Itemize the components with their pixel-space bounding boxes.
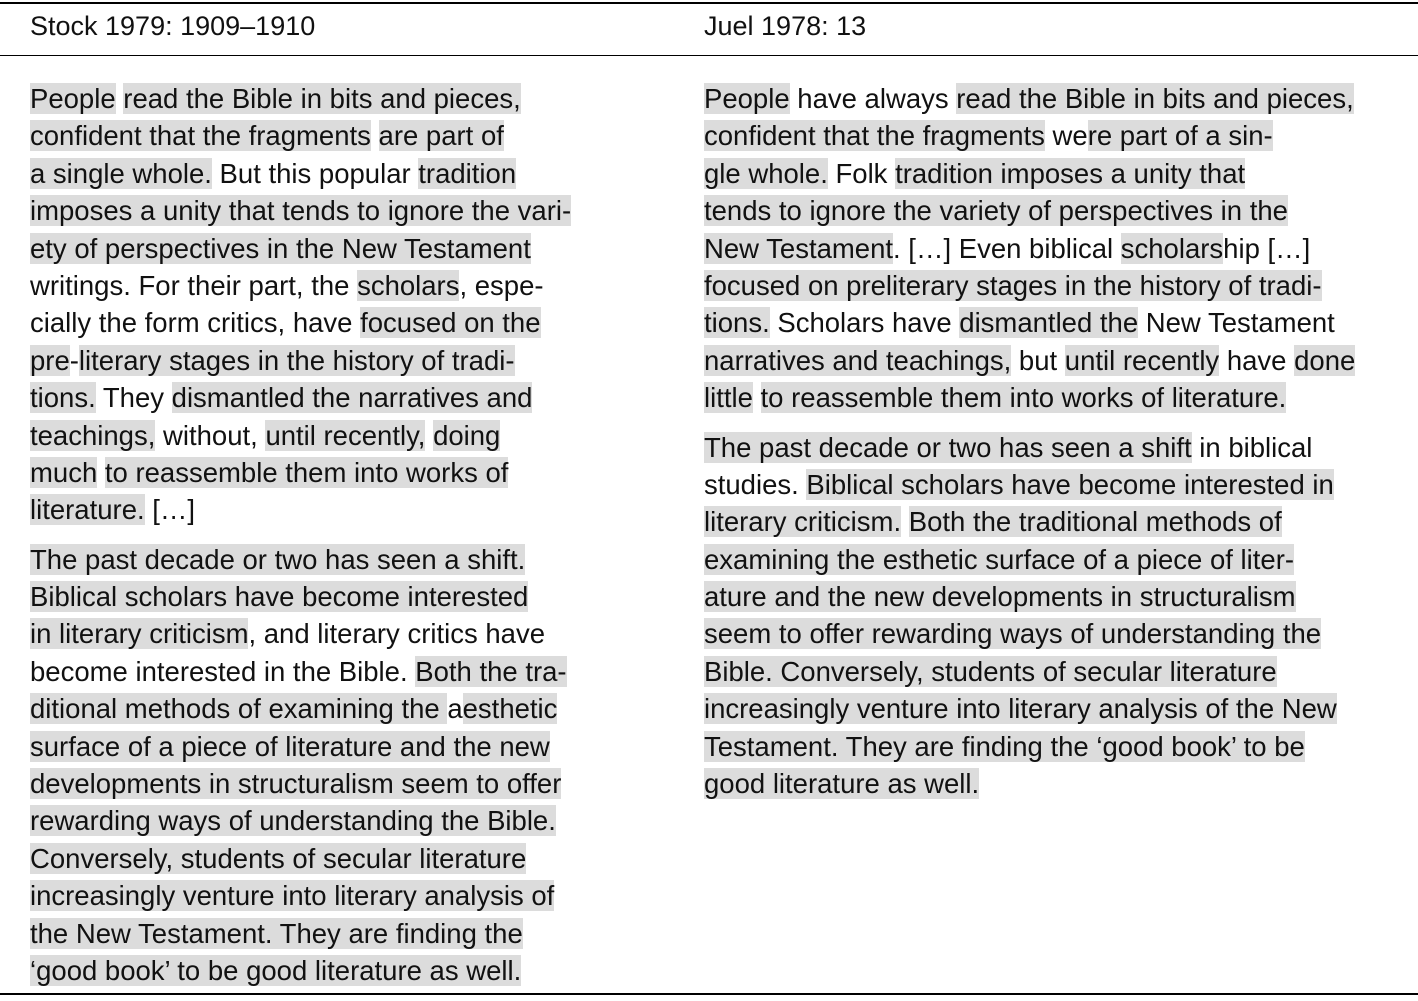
unique-text: Folk (827, 157, 896, 189)
text-line (30, 304, 612, 341)
text-line (704, 267, 1392, 304)
table-top-rule (0, 2, 1418, 4)
shared-text-highlight: rewarding ways of understanding the Bible. (30, 805, 556, 837)
shared-text-highlight: much (30, 456, 98, 488)
text-line (30, 491, 612, 528)
unique-text: without, (155, 419, 266, 451)
text-line (30, 765, 612, 802)
shared-text-highlight: New Testament (704, 232, 894, 264)
shared-text-highlight: The past decade or two has seen a shift (704, 431, 1192, 463)
shared-text-highlight: The past decade or two has seen a shift. (30, 543, 526, 575)
text-line (704, 503, 1392, 540)
unique-text: . […] Even biblical (893, 232, 1121, 264)
shared-text-highlight: focused on the (360, 307, 541, 339)
unique-text: studies. (704, 468, 807, 500)
shared-text-highlight: read the Bible in bits and pieces, (123, 83, 521, 114)
shared-text-highlight: in literary criticism (30, 618, 249, 650)
shared-text-highlight: examining the esthetic surface of a piece of liter- (704, 543, 1295, 575)
text-line (30, 192, 612, 229)
shared-text-highlight: doing (433, 419, 501, 451)
shared-text-highlight: Conversely, students of secular literature (30, 842, 527, 874)
unique-text: have (1219, 344, 1295, 376)
text-line (704, 379, 1392, 416)
text-line (30, 615, 612, 652)
shared-text-highlight: confident that the fragments (30, 120, 371, 152)
shared-text-highlight: imposes a unity that tends to ignore the vari- (30, 195, 572, 227)
unique-text: in biblical (1191, 431, 1313, 463)
text-line (30, 541, 612, 578)
text-line (704, 155, 1392, 192)
text-line (30, 840, 612, 877)
text-line (30, 454, 612, 491)
unique-text: a (447, 693, 463, 725)
text-line (704, 230, 1392, 267)
shared-text-highlight: a single whole. (30, 157, 212, 189)
table-bottom-rule (0, 993, 1418, 995)
shared-text-highlight: Bible. Conversely, students of secular literature (704, 655, 1277, 687)
shared-text-highlight: dismantled the (959, 307, 1139, 339)
text-line (30, 230, 612, 267)
header-rule (0, 55, 1418, 56)
shared-text-highlight: little (704, 382, 753, 414)
unique-text: but (1011, 344, 1065, 376)
shared-text-highlight: to reassemble them into works of (104, 456, 509, 488)
shared-text-highlight: People (30, 83, 116, 114)
unique-text (97, 457, 105, 488)
shared-text-highlight: to reassemble them into works of literature. (760, 382, 1287, 414)
unique-text: - (69, 344, 79, 376)
text-line (30, 267, 612, 304)
shared-text-highlight: surface of a piece of literature and the new (30, 730, 550, 762)
shared-text-highlight: focused on preliterary stages in the history of tradi- (704, 269, 1322, 301)
shared-text-highlight: ditional methods of examining the (30, 693, 448, 725)
shared-text-highlight: developments in structuralism seem to offer (30, 768, 562, 800)
shared-text-highlight: pre (30, 344, 70, 376)
shared-text-highlight: tradition (418, 157, 517, 189)
shared-text-highlight: Biblical scholars have become interested in (806, 468, 1334, 500)
shared-text-highlight: tends to ignore the variety of perspectives in the (704, 195, 1288, 227)
text-line (704, 615, 1392, 652)
unique-text: , espe- (459, 269, 544, 301)
shared-text-highlight: the New Testament. They are finding the (30, 917, 523, 949)
text-line (704, 728, 1392, 765)
shared-text-highlight: Both the tra- (415, 655, 567, 687)
juel-paragraph (704, 429, 1392, 803)
shared-text-highlight: Testament. They are finding the ‘good book’ to be (704, 730, 1305, 762)
unique-text: hip […] (1223, 232, 1311, 264)
shared-text-highlight: esthetic (462, 693, 558, 725)
text-line (30, 690, 612, 727)
shared-text-highlight: tradition imposes a unity that (895, 157, 1246, 189)
text-line (704, 466, 1392, 503)
shared-text-highlight: tions. (704, 307, 770, 339)
unique-text: […] (144, 494, 196, 526)
shared-text-highlight: scholars (357, 269, 460, 301)
text-line (30, 342, 612, 379)
shared-text-highlight: scholars (1120, 232, 1224, 264)
text-line (704, 192, 1392, 229)
text-line (30, 155, 612, 192)
column-header-juel: Juel 1978: 13 (704, 11, 867, 41)
text-line (30, 417, 612, 454)
text-line (704, 80, 1392, 117)
shared-text-highlight: seem to offer rewarding ways of understanding the (704, 618, 1322, 650)
shared-text-highlight: Biblical scholars have become interested (30, 581, 529, 613)
shared-text-highlight: good literature as well. (704, 768, 980, 800)
shared-text-highlight: re part of a sin- (1087, 120, 1273, 152)
juel-paragraph (704, 80, 1392, 417)
stock-text-column (30, 80, 612, 1001)
unique-text: become interested in the Bible. (30, 655, 416, 687)
shared-text-highlight: increasingly venture into literary analysis of (30, 880, 555, 912)
text-line (30, 80, 612, 117)
text-line (30, 578, 612, 615)
unique-text: But this popular (211, 157, 419, 189)
text-line (30, 117, 612, 154)
text-line (704, 117, 1392, 154)
text-line (704, 653, 1392, 690)
unique-text: writings. For their part, the (30, 269, 358, 301)
shared-text-highlight: teachings, (30, 419, 156, 451)
unique-text: They (95, 382, 172, 414)
stock-paragraph (30, 80, 612, 529)
text-line (704, 541, 1392, 578)
unique-text (901, 506, 909, 537)
text-line (30, 877, 612, 914)
unique-text (753, 382, 761, 413)
shared-text-highlight: read the Bible in bits and pieces, (956, 83, 1354, 114)
text-line (30, 915, 612, 952)
shared-text-highlight: dismantled the narratives and (171, 382, 533, 414)
shared-text-highlight: ature and the new developments in structuralism (704, 581, 1296, 613)
shared-text-highlight: tions. (30, 382, 96, 414)
stock-paragraph (30, 541, 612, 990)
unique-text (425, 420, 433, 451)
shared-text-highlight: gle whole. (704, 157, 828, 189)
text-line (30, 728, 612, 765)
shared-text-highlight: until recently (1064, 344, 1220, 376)
unique-text: Scholars have (769, 307, 960, 339)
shared-text-highlight: literature. (30, 494, 145, 526)
text-line (704, 304, 1392, 341)
text-line (30, 952, 612, 989)
juel-text-column (704, 80, 1392, 814)
shared-text-highlight: done (1294, 344, 1356, 376)
unique-text: have always (789, 83, 957, 114)
shared-text-highlight: ‘good book’ to be good literature as well. (30, 954, 522, 986)
shared-text-highlight: narratives and teachings, (704, 344, 1012, 376)
shared-text-highlight: are part of (378, 120, 504, 152)
unique-text (371, 120, 379, 151)
unique-text: New Testament (1138, 307, 1335, 339)
text-line (30, 802, 612, 839)
unique-text: we (1044, 120, 1088, 152)
shared-text-highlight: literary stages in the history of tradi- (78, 344, 515, 376)
unique-text: , and literary critics have (248, 618, 545, 650)
text-line (704, 342, 1392, 379)
shared-text-highlight: Both the traditional methods of (908, 506, 1282, 538)
unique-text: cially the form critics, have (30, 307, 361, 339)
shared-text-highlight: until recently, (265, 419, 426, 451)
text-line (704, 765, 1392, 802)
text-line (30, 653, 612, 690)
shared-text-highlight: ety of perspectives in the New Testament (30, 232, 531, 264)
shared-text-highlight: confident that the fragments (704, 120, 1045, 152)
shared-text-highlight: People (704, 83, 790, 114)
text-line (704, 690, 1392, 727)
text-line (704, 429, 1392, 466)
shared-text-highlight: increasingly venture into literary analysis of the New (704, 693, 1337, 725)
column-header-stock: Stock 1979: 1909–1910 (30, 11, 316, 41)
text-line (704, 578, 1392, 615)
text-line (30, 379, 612, 416)
shared-text-highlight: literary criticism. (704, 506, 902, 538)
